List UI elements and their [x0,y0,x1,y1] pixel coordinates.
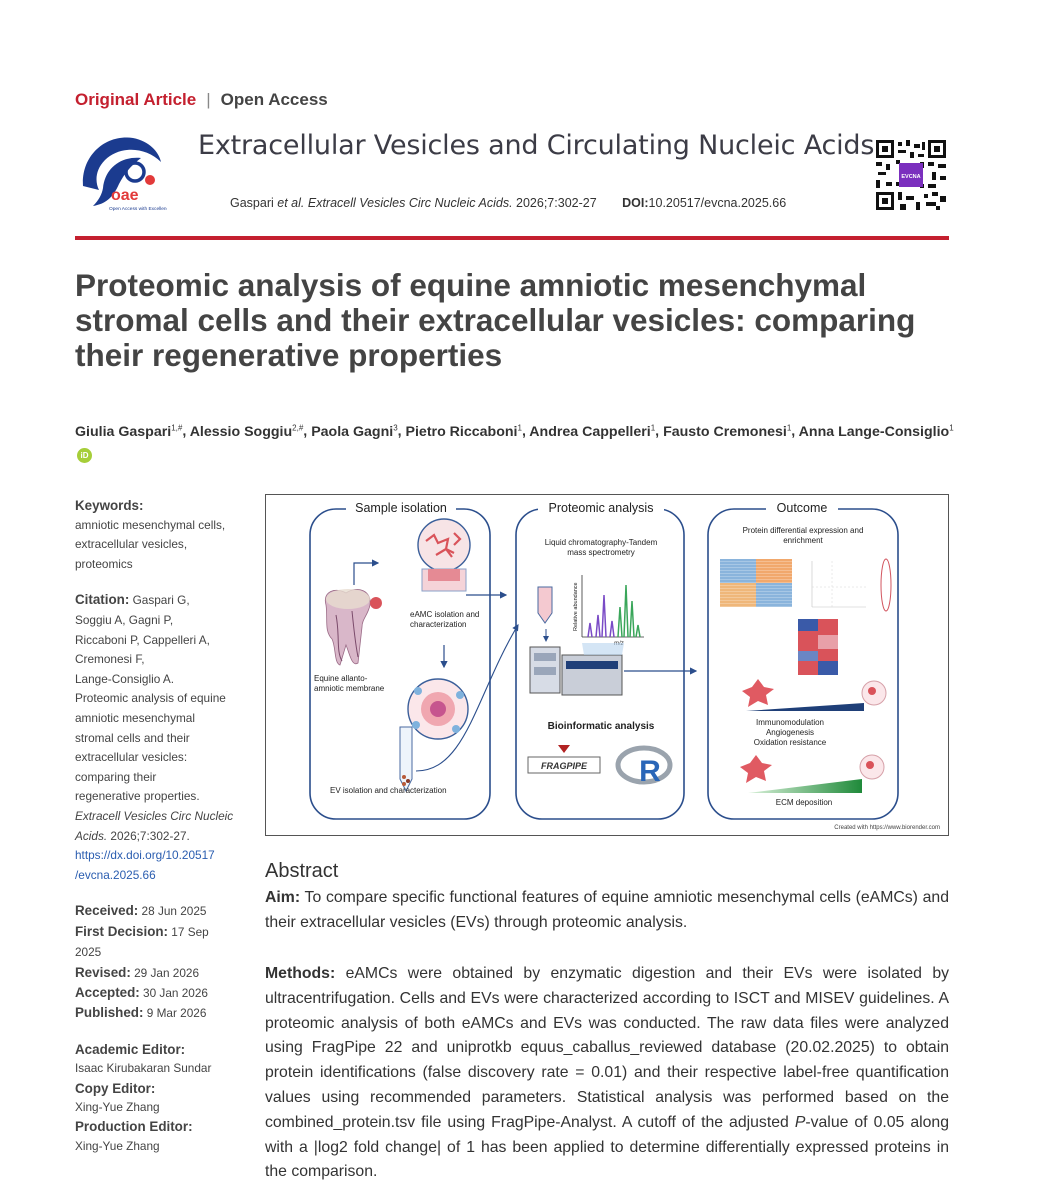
revised-label: Revised: [75,964,131,980]
academic-editor: Isaac Kirubakaran Sundar [75,1061,212,1076]
lc-label: Liquid chromatography-Tandem [544,538,658,547]
panel-title: Proteomic analysis [548,501,654,515]
citation-text: Proteomic analysis of equine [75,691,226,706]
article-sidebar [75,496,245,1156]
bioinformatic-label: Bioinformatic analysis [547,721,655,732]
author[interactable]: Paola Gagni$^3$ [311,423,398,440]
citation-label: Citation: [75,592,130,608]
editors-block [75,1040,245,1156]
diff-label: enrichment [783,536,823,545]
author[interactable]: Giulia Gaspari$^{1,\#}$ [75,423,183,440]
oae-logo [75,128,167,214]
author-list: Giulia Gaspari$^{1,\#}$, Alessio Soggiu$^{2,\#}$, Paola Gagni$^3$, Pietro Riccaboni$^1$, Andrea Cappelleri$^1$, Fausto Cremonesi$^1$, Anna Lange-Consiglio$^1$ iD [75,416,955,467]
first-decision-label: First Decision: [75,923,169,939]
citation-doi-link[interactable]: https://dx.doi.org/10.20517 [75,848,215,863]
r-text: R [639,755,661,788]
doi[interactable] [622,196,786,210]
citation-text: extracellular vesicles: [75,750,188,765]
doi-label: DOI: [622,196,649,210]
citation-text: Lange-Consiglio A. [75,671,175,686]
logo-text: oae [111,187,139,204]
first-decision-date: 2025 [75,945,102,960]
received-label: Received: [75,903,139,919]
journal-title: Extracellular Vesicles and Circulating Nucleic Acids [198,130,875,161]
aim-text: To compare specific functional features of equine amniotic mesenchymal cells (eAMCs) and their extracellular vesicles (EVs) through proteomic analysis. [265,889,950,931]
logo-tagline: Open Access with Excellence [109,207,167,212]
membrane-label: Equine allanto- [314,674,368,683]
citation-journal: Extracell Vesicles Circ Nucleic [75,808,234,823]
academic-editor-label: Academic Editor: [75,1041,186,1057]
first-decision-date: 17 Sep [171,924,209,939]
accepted-date: 30 Jan 2026 [143,985,208,1000]
keyword: extracellular vesicles, [75,537,188,552]
header-divider [75,236,949,240]
ev-label: EV isolation and characterization [330,786,447,795]
open-access-label: Open Access [220,90,328,109]
revised-date: 29 Jan 2026 [134,965,200,980]
citation-year: 2026;7:302-27. [110,828,190,843]
citation-year: 2026;7:302-27 [516,196,597,210]
production-editor-label: Production Editor: [75,1119,193,1135]
article-type-label: Original Article [75,90,197,109]
ev-illustration [400,679,468,791]
heatmap-2 [798,619,838,675]
lc-label: mass spectrometry [567,548,635,557]
production-editor: Xing-Yue Zhang [75,1138,160,1153]
membrane-illustration [325,589,370,665]
citation-text: Gaspari G, [132,593,190,608]
abstract-heading: Abstract [265,860,339,882]
methods-p: P [794,1113,806,1131]
eamc-label: eAMC isolation and [410,610,480,619]
citation-text: Riccaboni P, Cappelleri A, [75,632,210,647]
membrane-label: amniotic membrane [314,684,385,693]
fragpipe-text: FRAGPIPE [540,761,588,771]
orcid-icon[interactable]: iD [77,448,92,463]
diff-label: Protein differential expression and [742,526,864,535]
abstract-aim [265,886,949,936]
r-logo [618,748,670,788]
fragpipe-logo [528,745,600,773]
citation-doi-link[interactable]: /evcna.2025.66 [75,867,156,882]
graphical-abstract [265,494,949,836]
citation-author: Gaspari [230,196,274,210]
outcome-label: Immunomodulation [755,718,825,727]
outcome-label: Angiogenesis [765,728,815,737]
ms-ylabel: Relative abundance [573,582,579,631]
dates-block [75,901,245,1023]
citation-text: comparing their [75,769,157,784]
article-type [75,90,328,110]
citation-block [75,590,245,885]
doi-value: 10.20517/evcna.2025.66 [648,196,787,210]
published-date: 9 Mar 2026 [146,1006,207,1021]
eamc-culture-illustration [418,519,470,591]
article-title: Proteomic analysis of equine amniotic mesenchymal stromal cells and their extracellular vesicles: comparing their regenerative properties [75,267,916,373]
panel-title: Outcome [776,501,828,515]
keywords-label: Keywords: [75,498,144,513]
author[interactable]: Fausto Cremonesi$^1$ [663,423,792,440]
author[interactable]: Pietro Riccaboni$^1$ [405,423,522,440]
outcome-label: Oxidation resistance [753,738,827,747]
keyword: proteomics [75,556,133,571]
author[interactable]: Anna Lange-Consiglio$^1$ [798,423,954,440]
biorender-credit: Created with https://www.biorender.com [834,825,940,831]
citation-etal: et al. [277,196,305,210]
methods-label: Methods: [265,965,336,982]
author[interactable]: Andrea Cappelleri$^1$ [529,423,656,440]
copy-editor-label: Copy Editor: [75,1080,156,1096]
citation-text: regenerative properties. [75,789,200,804]
eamc-label: characterization [410,620,467,629]
header-separator: | [206,90,211,109]
citation-journal: Acids. [75,828,108,843]
citation-line [230,196,786,210]
qr-label: EVCNA [901,174,921,180]
author[interactable]: Alessio Soggiu$^{2,\#}$ [189,423,304,440]
keywords-block [75,496,245,574]
abstract-methods [265,962,949,1185]
panel-title: Sample isolation [355,501,447,515]
accepted-label: Accepted: [75,984,140,1000]
ms-spectrum [573,575,644,647]
outcome-label: ECM deposition [775,798,833,807]
methods-text: eAMCs were obtained by enzymatic digestion and their EVs were isolated by ultracentrifugation. Cells and EVs were characterized according to ISCT and MISEV guidelines. A proteomic analysis of both eAMCs and EVs was conducted. The raw data files were analyzed using FragPipe 22 and uniprotkb equus_caballus_reviewed database (20.02.2025) to obtain protein identifications (false discovery rate = 0.01) and their respective label-free quantification values using recommended parameters. Statistical analysis was performed based on the combined_protein.tsv file using FragPipe-Analyst. A cutoff of the adjusted [265,965,950,1131]
keyword: amniotic mesenchymal cells, [75,517,226,532]
citation-text: Soggiu A, Gagni P, [75,612,174,627]
methods-text: -value of 0.05 along with a |log2 fold change| of 1 has been applied to determine differentially expressed proteins in the comparison. [265,1113,950,1181]
volcano-plot [812,561,866,607]
published-label: Published: [75,1005,144,1021]
copy-editor: Xing-Yue Zhang [75,1099,160,1114]
received-date: 28 Jun 2025 [141,904,207,919]
citation-journal: Extracell Vesicles Circ Nucleic Acids. [307,196,513,210]
aim-label: Aim: [265,889,301,906]
citation-text: amniotic mesenchymal [75,710,195,725]
qr-code[interactable] [876,140,946,210]
citation-text: Cremonesi F, [75,652,145,667]
citation-text: stromal cells and their [75,730,190,745]
heatmap-1 [720,559,792,607]
